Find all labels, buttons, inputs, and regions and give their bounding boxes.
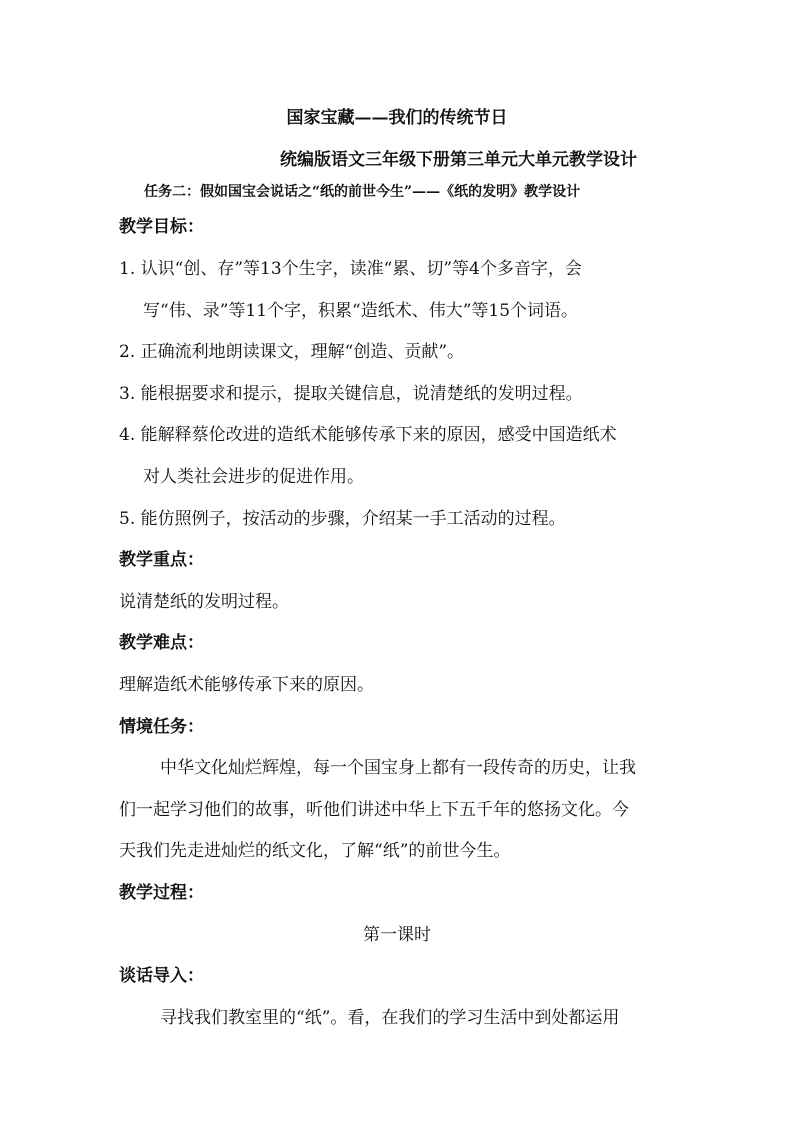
task-title: 任务二：假如国宝会说话之“纸的前世今生”——《纸的发明》教学设计 <box>144 184 581 200</box>
key-point-text: 说清楚纸的发明过程。 <box>119 592 289 612</box>
process-heading: 教学过程： <box>119 883 204 903</box>
goal-line: 4. 能解释蔡伦改进的造纸术能够传承下来的原因，感受中国造纸术 <box>119 425 617 445</box>
scenario-line: 天我们先走进灿烂的纸文化，了解“纸”的前世今生。 <box>119 841 511 861</box>
scenario-heading: 情境任务： <box>119 717 204 737</box>
intro-text: 寻找我们教室里的“纸”。看，在我们的学习生活中到处都运用 <box>160 1008 620 1028</box>
goal-line: 5. 能仿照例子，按活动的步骤，介绍某一手工活动的过程。 <box>119 509 566 529</box>
scenario-line: 中华文化灿烂辉煌，每一个国宝身上都有一段传奇的历史，让我 <box>160 758 636 778</box>
scenario-line: 们一起学习他们的故事，听他们讲述中华上下五千年的悠扬文化。今 <box>119 800 629 820</box>
goals-heading: 教学目标： <box>119 217 204 237</box>
goal-line: 写“伟、录”等11个字，积累“造纸术、伟大”等15个词语。 <box>143 301 579 321</box>
goal-line: 2. 正确流利地朗读课文，理解“创造、贡献”。 <box>119 342 465 362</box>
intro-heading: 谈话导入： <box>119 966 204 986</box>
goal-line: 对人类社会进步的促进作用。 <box>143 467 364 487</box>
difficulty-text: 理解造纸术能够传承下来的原因。 <box>119 675 374 695</box>
lesson-label: 第一课时 <box>363 925 431 945</box>
key-point-heading: 教学重点： <box>119 550 204 570</box>
goal-line: 1. 认识“创、存”等13个生字，读准“累、切”等4个多音字，会 <box>119 259 582 279</box>
difficulty-heading: 教学难点： <box>119 633 204 653</box>
document-title: 国家宝藏——我们的传统节日 <box>286 108 508 128</box>
goal-line: 3. 能根据要求和提示，提取关键信息，说清楚纸的发明过程。 <box>119 384 583 404</box>
document-subtitle: 统编版语文三年级下册第三单元大单元教学设计 <box>280 150 637 170</box>
